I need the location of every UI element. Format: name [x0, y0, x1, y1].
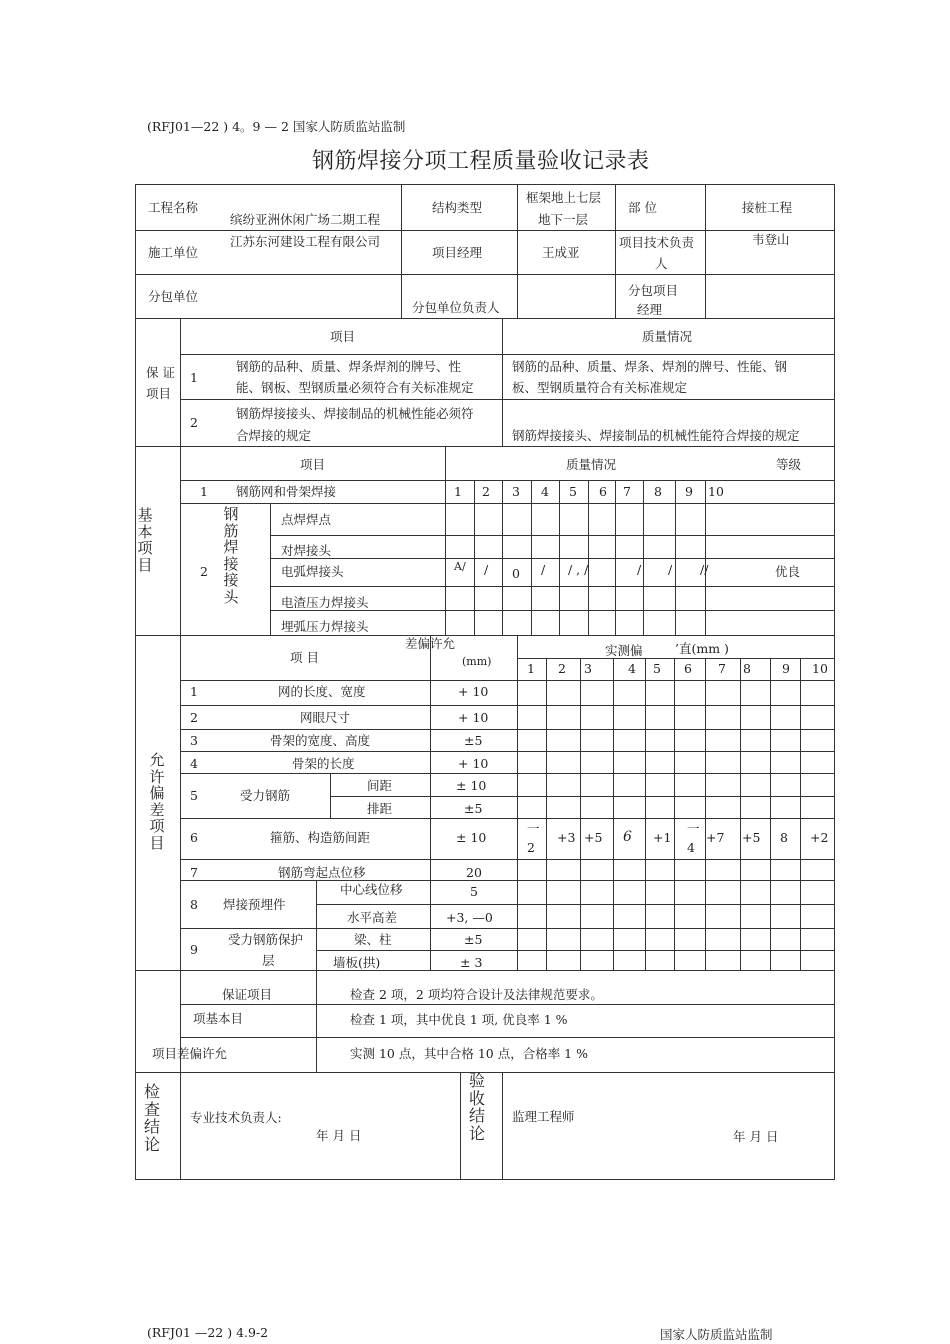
guarantee-row-2-item-2: 合焊接的规定 — [236, 428, 312, 443]
arc-mark-4: / — [541, 562, 546, 577]
dev-row-7-allow: 20 — [466, 865, 482, 880]
dev-row-7-name: 钢筋弯起点位移 — [278, 865, 366, 880]
basic-col-item: 项目 — [300, 457, 326, 472]
dev-row-3-no: 3 — [190, 733, 198, 748]
arc-grade: 优良 — [775, 564, 801, 579]
tech-lead-label-1: 项目技术负责 — [619, 235, 695, 250]
footer-ref: (RFJ01 —22 ) 4.9-2 — [147, 1325, 269, 1340]
dev-row-8-sub2: 水平高差 — [347, 910, 398, 925]
deviation-col-measured-2: ’直(mm ) — [675, 641, 729, 656]
guarantee-section-label-1: 保 证 — [146, 365, 175, 380]
part-value: 接桩工程 — [742, 200, 793, 215]
dev-num-3: 3 — [584, 661, 592, 676]
basic-row-1-label: 钢筋网和骨架焊接 — [236, 484, 337, 499]
summary-guarantee-text: 检查 2 项，2 项均符合设计及法律规范要求。 — [350, 987, 603, 1002]
contractor-value: 江苏东河建设工程有限公司 — [230, 234, 381, 249]
dev-row-9-allow2: ± 3 — [460, 955, 483, 970]
dev-row-2-name: 网眼尺寸 — [300, 710, 351, 725]
dev-row-3-name: 骨架的宽度、高度 — [270, 733, 371, 748]
dev-row-6-value-3: +5 — [584, 830, 603, 845]
dev-num-9: 9 — [782, 661, 790, 676]
dev-row-6-no: 6 — [190, 830, 198, 845]
basic-num-3: 3 — [512, 484, 520, 499]
dev-row-2-no: 2 — [190, 710, 198, 725]
dev-row-9-name-2: 层 — [262, 953, 275, 968]
guarantee-row-2-no: 2 — [190, 415, 198, 430]
basic-num-2: 2 — [482, 484, 490, 499]
basic-section-label: 基本项目 — [137, 506, 153, 574]
structure-type-line2: 地下一层 — [538, 212, 589, 227]
summary-basic-text: 检查 1 项，其中优良 1 项, 优良率 1 % — [350, 1012, 568, 1027]
guarantee-row-1-item-1: 钢筋的品种、质量、焊条焊剂的牌号、性 — [236, 359, 462, 374]
guarantee-row-2-item-1: 钢筋焊接接头、焊接制品的机械性能必须符 — [236, 406, 474, 421]
check-date: 年 月 日 — [316, 1128, 362, 1143]
guarantee-section-label-2: 项目 — [146, 386, 172, 401]
basic-num-9: 9 — [685, 484, 693, 499]
basic-sub-row-1: 点焊焊点 — [281, 512, 332, 527]
guarantee-row-1-quality-1: 钢筋的品种、质量、焊条、焊剂的牌号、性能、钢 — [512, 359, 788, 374]
guarantee-row-1-item-2: 能、钢板、型钢质量必须符合有关标准规定 — [236, 380, 474, 395]
dev-row-5-sub2: 排距 — [367, 801, 393, 816]
dev-row-6-value-7: +7 — [706, 830, 725, 845]
dev-row-4-no: 4 — [190, 756, 198, 771]
dev-row-6-value-2: +3 — [557, 830, 576, 845]
guarantee-col-item: 项目 — [330, 329, 356, 344]
basic-row-2-group: 钢筋焊接接头 — [223, 505, 239, 606]
dev-num-1: 1 — [527, 661, 535, 676]
basic-col-quality: 质量情况 — [566, 457, 617, 472]
dev-num-2: 2 — [558, 661, 566, 676]
dev-row-6-value-4: 6 — [623, 829, 632, 845]
dev-row-6-value-1: 一2 — [527, 821, 540, 855]
dev-num-7: 7 — [718, 661, 726, 676]
basic-num-6: 6 — [599, 484, 607, 499]
dev-row-8-no: 8 — [190, 897, 198, 912]
arc-mark-5: / , / — [568, 562, 589, 577]
dev-row-1-name: 网的长度、宽度 — [278, 684, 366, 699]
accept-person: 监理工程师 — [512, 1109, 575, 1124]
summary-basic-label: 项基本目 — [193, 1011, 244, 1026]
dev-row-9-allow1: ±5 — [464, 932, 483, 947]
structure-type-label: 结构类型 — [432, 200, 483, 215]
dev-row-8-sub1: 中心线位移 — [340, 882, 403, 897]
dev-num-4: 4 — [628, 661, 636, 676]
dev-row-5-no: 5 — [190, 788, 198, 803]
basic-num-10: 10 — [708, 484, 724, 499]
basic-sub-row-2: 对焊接头 — [281, 543, 332, 558]
deviation-section-label: 允许偏差项目 — [149, 751, 165, 852]
arc-mark-3: 0 — [512, 566, 520, 581]
footer-org: 国家人防质监站监制 — [660, 1327, 773, 1342]
guarantee-col-quality: 质量情况 — [642, 329, 693, 344]
part-label: 部 位 — [628, 200, 657, 215]
tech-lead-value: 韦登山 — [752, 232, 790, 247]
basic-num-8: 8 — [654, 484, 662, 499]
accept-conclusion-label: 验收结论 — [468, 1071, 485, 1143]
arc-mark-2: / — [484, 562, 489, 577]
check-conclusion-label: 检查结论 — [143, 1082, 160, 1154]
dev-row-5-sub1: 间距 — [367, 778, 393, 793]
summary-deviation-text: 实测 10 点，其中合格 10 点，合格率 1 % — [350, 1046, 588, 1061]
dev-row-4-allow: + 10 — [458, 756, 489, 771]
dev-row-4-name: 骨架的长度 — [292, 756, 355, 771]
dev-row-5-allow2: ±5 — [464, 801, 483, 816]
dev-num-8: 8 — [743, 661, 751, 676]
dev-num-6: 6 — [684, 661, 692, 676]
sub-pm-label-1: 分包项目 — [628, 283, 679, 298]
basic-row-1-no: 1 — [200, 484, 208, 499]
tech-lead-label-2: 人 — [655, 256, 668, 271]
dev-row-6-value-5: +1 — [653, 830, 672, 845]
basic-num-1: 1 — [454, 484, 462, 499]
dev-num-5: 5 — [653, 661, 661, 676]
deviation-col-allow-2: (mm) — [462, 655, 492, 668]
basic-sub-row-3: 电弧焊接头 — [281, 564, 344, 579]
dev-row-9-name-1: 受力钢筋保护 — [228, 932, 304, 947]
dev-row-5-allow1: ± 10 — [456, 778, 487, 793]
accept-date: 年 月 日 — [733, 1129, 779, 1144]
arc-mark-7: / — [668, 562, 673, 577]
dev-row-1-allow: + 10 — [458, 684, 489, 699]
basic-row-2-no: 2 — [200, 564, 208, 579]
summary-guarantee-label: 保证项目 — [222, 987, 273, 1002]
deviation-col-item: 项 目 — [290, 650, 319, 665]
sub-label: 分包单位 — [148, 289, 199, 304]
dev-row-9-no: 9 — [190, 942, 198, 957]
dev-row-9-sub1: 梁、柱 — [354, 932, 392, 947]
dev-row-8-name: 焊接预埋件 — [223, 897, 286, 912]
guarantee-row-2-quality-2: 钢筋焊接接头、焊接制品的机械性能符合焊接的规定 — [512, 428, 800, 443]
dev-num-10: 10 — [812, 661, 828, 676]
header-ref: (RFJ01—22 ) 4。9 — 2 国家人防质监站监制 — [147, 119, 406, 134]
basic-col-grade: 等级 — [776, 457, 802, 472]
basic-sub-row-5: 埋弧压力焊接头 — [281, 619, 369, 634]
arc-mark-8: // — [700, 562, 709, 577]
project-name-label: 工程名称 — [148, 200, 199, 215]
dev-row-6-name: 箍筋、构造筋间距 — [270, 830, 371, 845]
dev-row-8-allow2: +3, —0 — [446, 910, 493, 925]
dev-row-8-allow1: 5 — [470, 884, 478, 899]
page-title: 钢筋焊接分项工程质量验收记录表 — [312, 149, 650, 174]
pm-label: 项目经理 — [432, 245, 483, 260]
basic-num-7: 7 — [623, 484, 631, 499]
dev-row-5-name: 受力钢筋 — [240, 788, 291, 803]
dev-row-3-allow: ±5 — [464, 733, 483, 748]
deviation-col-measured: 实测偏 — [605, 643, 643, 658]
dev-row-6-value-9: 8 — [780, 830, 788, 845]
arc-mark-6: / — [637, 562, 642, 577]
contractor-label: 施工单位 — [148, 245, 199, 260]
dev-row-9-sub2: 墙板(拱) — [333, 955, 381, 970]
basic-sub-row-4: 电渣压力焊接头 — [281, 595, 369, 610]
dev-row-7-no: 7 — [190, 865, 198, 880]
guarantee-row-1-no: 1 — [190, 370, 198, 385]
project-name: 缤纷亚洲休闲广场二期工程 — [230, 212, 381, 227]
structure-type-line1: 框架地上七层 — [526, 190, 602, 205]
dev-row-6-value-8: +5 — [742, 830, 761, 845]
dev-row-6-value-10: +2 — [810, 830, 829, 845]
basic-num-4: 4 — [541, 484, 549, 499]
dev-row-2-allow: + 10 — [458, 710, 489, 725]
dev-row-6-allow: ± 10 — [456, 830, 487, 845]
basic-num-5: 5 — [569, 484, 577, 499]
deviation-col-allow-1: 差偏许允 — [405, 636, 456, 651]
arc-mark-1: A/ — [454, 560, 466, 573]
sub-lead-label: 分包单位负责人 — [412, 300, 500, 315]
sub-pm-label-2: 经理 — [637, 302, 663, 317]
dev-row-6-value-6: 一4 — [687, 821, 700, 855]
guarantee-row-1-quality-2: 板、型钢质量符合有关标准规定 — [512, 380, 688, 395]
check-person: 专业技术负责人: — [190, 1110, 282, 1125]
pm-value: 王成亚 — [542, 245, 580, 260]
summary-deviation-label: 项目差偏许允 — [152, 1046, 228, 1061]
dev-row-1-no: 1 — [190, 684, 198, 699]
